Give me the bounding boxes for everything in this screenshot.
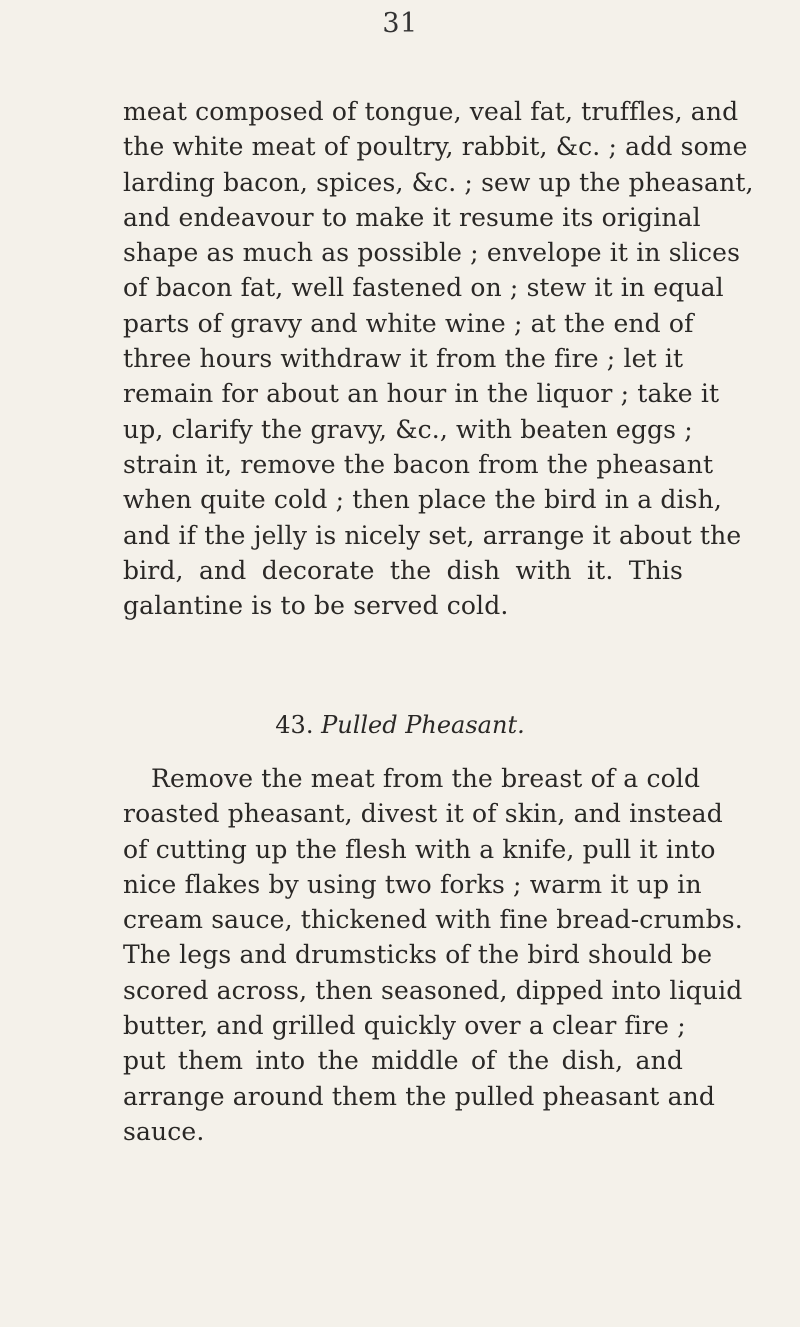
text-line: meat composed of tongue, veal fat, truffles, and (123, 97, 739, 126)
text-line: sauce. (123, 1116, 205, 1146)
text-line: and if the jelly is nicely set, arrange it about the (123, 520, 742, 550)
text-line: butter, and grilled quickly over a clear fire ; (123, 1011, 686, 1041)
text-line: bird, and decorate the dish with it. This (123, 555, 683, 585)
text-line: galantine is to be served cold. (123, 591, 509, 621)
text-line: shape as much as possible ; envelope it in slices (123, 238, 741, 268)
text-line: remain for about an hour in the liquor ; take it (123, 379, 720, 409)
text-line: of cutting up the flesh with a knife, pull it into (123, 834, 716, 864)
text-line: and endeavour to make it resume its original (123, 202, 701, 232)
recipe-number: 43. (275, 711, 314, 739)
text-line: parts of gravy and white wine ; at the end of (123, 308, 694, 338)
text-line: put them into the middle of the dish, and (123, 1046, 683, 1076)
text-line: strain it, remove the bacon from the pheasant (123, 449, 714, 479)
recipe-heading (0, 710, 800, 740)
text-line: The legs and drumsticks of the bird should be (123, 940, 713, 970)
text-line: cream sauce, thickened with fine bread-crumbs. (123, 905, 743, 935)
text-line: up, clarify the gravy, &c., with beaten eggs ; (123, 414, 693, 444)
text-line: of bacon fat, well fastened on ; stew it in equal (123, 273, 724, 303)
recipe-paragraph (123, 761, 743, 1149)
text-line: scored across, then seasoned, dipped into liquid (123, 975, 743, 1005)
text-line: Remove the meat from the breast of a cold (151, 764, 701, 793)
text-line: when quite cold ; then place the bird in a dish, (123, 485, 722, 515)
text-line: larding bacon, spices, &c. ; sew up the pheasant, (123, 167, 754, 197)
continued-recipe-paragraph (123, 94, 754, 623)
text-line: three hours withdraw it from the fire ; let it (123, 344, 684, 374)
text-line: the white meat of poultry, rabbit, &c. ; add some (123, 132, 748, 162)
page-number: 31 (382, 8, 418, 39)
text-line: arrange around them the pulled pheasant and (123, 1081, 716, 1111)
text-line: roasted pheasant, divest it of skin, and instead (123, 799, 723, 829)
recipe-title: Pulled Pheasant. (321, 711, 525, 739)
text-line: nice flakes by using two forks ; warm it up in (123, 869, 702, 899)
